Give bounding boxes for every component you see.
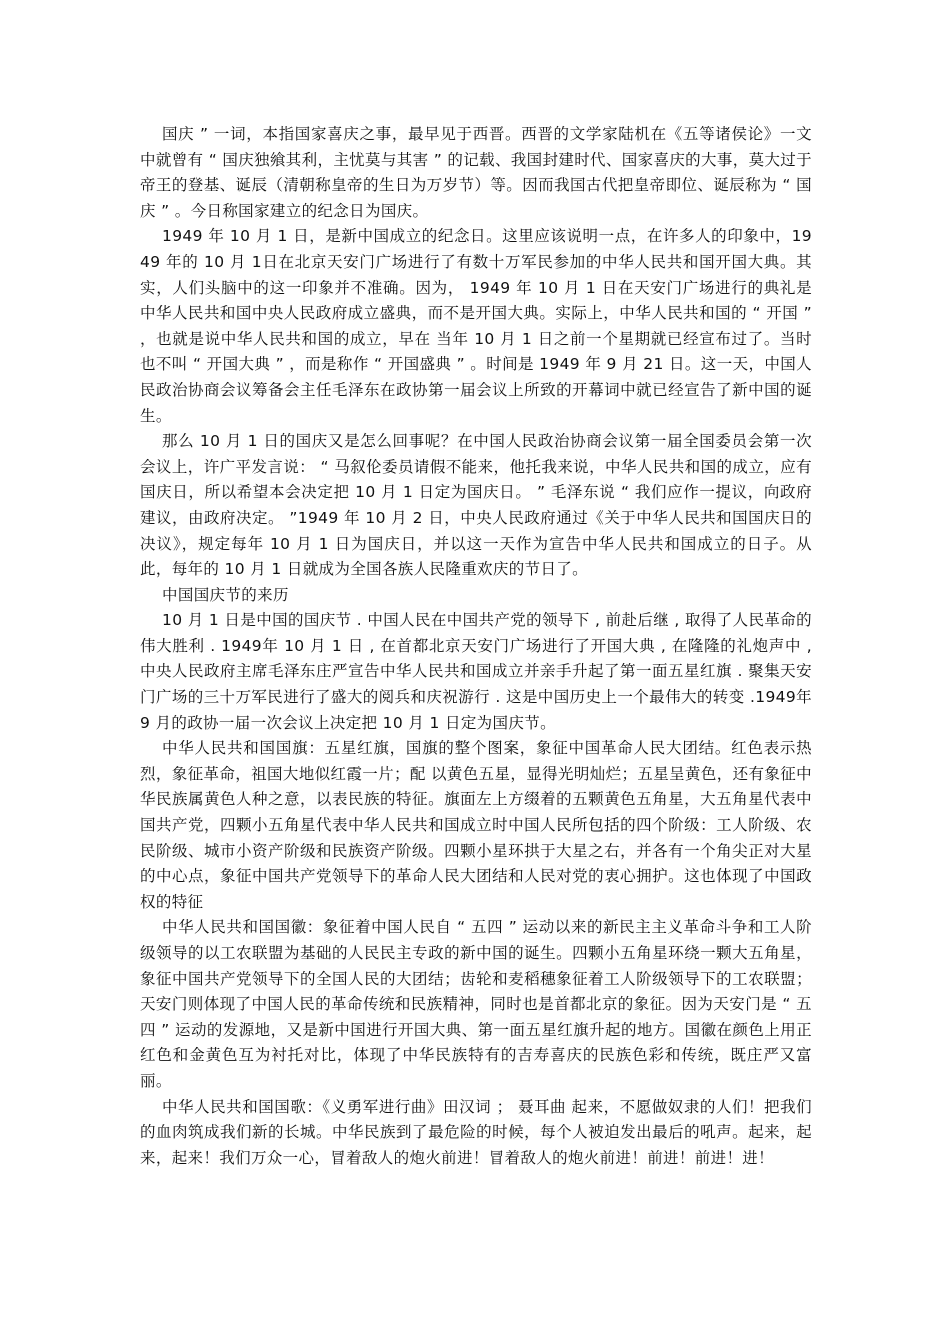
paragraph-national-emblem: 中华人民共和国国徽：象征着中国人民自 “ 五四 ” 运动以来的新民主主义革命斗争和工人阶级领导的以工农联盟为基础的人民民主专政的新中国的诞生。四颗小五角星环绕一颗大五角星，象征中国共产党领导下的全国人民的大团结；齿轮和麦稻穗象征着工人阶级领导下的工农联盟；天安门则体现了中国人民的革命传统和民族精神，同时也是首都北京的象征。因为天安门是 “ 五四 ” 运动的发源地，又是新中国进行开国大典、第一面五星红旗升起的地方。国徽在颜色上用正红色和金黄色互为衬托对比，体现了中华民族特有的吉寿喜庆的民族色彩和传统，既庄严又富丽。 xyxy=(140,918,812,1090)
paragraph-national-anthem: 中华人民共和国国歌：《义勇军进行曲》田汉词 ； 聂耳曲 起来，不愿做奴隶的人们！把我们的血肉筑成我们新的长城。中华民族到了最危险的时候，每个人被迫发出最后的吼声。起来，起来，起来！我们万众一心，冒着敌人的炮火前进！冒着敌人的炮火前进！前进！前进！进！ xyxy=(140,1097,812,1167)
article-body xyxy=(140,122,812,1171)
paragraph-national-day-history: 10 月 1 日是中国的国庆节 . 中国人民在中国共产党的领导下 , 前赴后继 , 取得了人民革命的伟大胜利 . 1949年 10 月 1 日 , 在首都北京天安门广场进行了开国大典 , 在隆隆的礼炮声中 , 中央人民政府主席毛泽东庄严宣告中华人民共和国成立并亲手升起了第一面五星红旗 . 聚集天安门广场的三十万军民进行了盛大的阅兵和庆祝游行 . 这是中国历史上一个最伟大的转变 .1949年 9 月的政协一届一次会议上决定把 10 月 1 日定为国庆节。 xyxy=(140,611,812,732)
paragraph-national-flag: 中华人民共和国国旗：五星红旗，国旗的整个图案，象征中国革命人民大团结。红色表示热烈，象征革命，祖国大地似红霞一片；配 以黄色五星，显得光明灿烂；五星呈黄色，还有象征中华民族属黄色人种之意，以表民族的特征。旗面左上方缀着的五颗黄色五角星，大五角星代表中国共产党，四颗小五角星代表中华人民共和国成立时中国人民所包括的四个阶级：工人阶级、农民阶级、城市小资产阶级和民族资产阶级。四颗小星环拱于大星之右，并各有一个角尖正对大星的中心点，象征中国共产党领导下的革命人民大团结和人民对党的衷心拥护。这也体现了中国政权的特征 xyxy=(140,739,812,911)
paragraph-national-day-decision: 那么 10 月 1 日的国庆又是怎么回事呢？在中国人民政治协商会议第一届全国委员会第一次会议上，许广平发言说： “ 马叙伦委员请假不能来，他托我来说，中华人民共和国的成立，应有国庆日，所以希望本会决定把 10 月 1 日定为国庆日。 ” 毛泽东说 “ 我们应作一提议，向政府建议，由政府决定。 ”1949 年 10 月 2 日，中央人民政府通过《关于中华人民共和国国庆日的决议》，规定每年 10 月 1 日为国庆日，并以这一天作为宣告中华人民共和国成立的日子。从此，每年的 10 月 1 日就成为全国各族人民隆重欢庆的节日了。 xyxy=(140,432,812,579)
paragraph-origin-of-guoqing: 国庆 ” 一词，本指国家喜庆之事，最早见于西晋。西晋的文学家陆机在《五等诸侯论》一文中就曾有 “ 国庆独飨其利，主忧莫与其害 ” 的记载、我国封建时代、国家喜庆的大事，莫大过于帝王的登基、诞辰（清朝称皇帝的生日为万岁节）等。因而我国古代把皇帝即位、诞辰称为 “ 国庆 ” 。今日称国家建立的纪念日为国庆。 xyxy=(140,125,812,220)
paragraph-founding-date: 1949 年 10 月 1 日，是新中国成立的纪念日。这里应该说明一点，在许多人的印象中，1949 年的 10 月 1日在北京天安门广场进行了有数十万军民参加的中华人民共和国开国大典。其实，人们头脑中的这一印象并不准确。因为， 1949 年 10 月 1 日在天安门广场进行的典礼是中华人民共和国中央人民政府成立盛典，而不是开国大典。实际上，中华人民共和国的 “ 开国 ” ，也就是说中华人民共和国的成立，早在 当年 10 月 1 日之前一个星期就已经宣布过了。当时也不叫 “ 开国大典 ” ，而是称作 “ 开国盛典 ” 。时间是 1949 年 9 月 21 日。这一天，中国人民政治协商会议筹备会主任毛泽东在政协第一届会议上所致的开幕词中就已经宣告了新中国的诞生。 xyxy=(140,227,812,425)
section-heading: 中国国庆节的来历 xyxy=(162,585,289,604)
